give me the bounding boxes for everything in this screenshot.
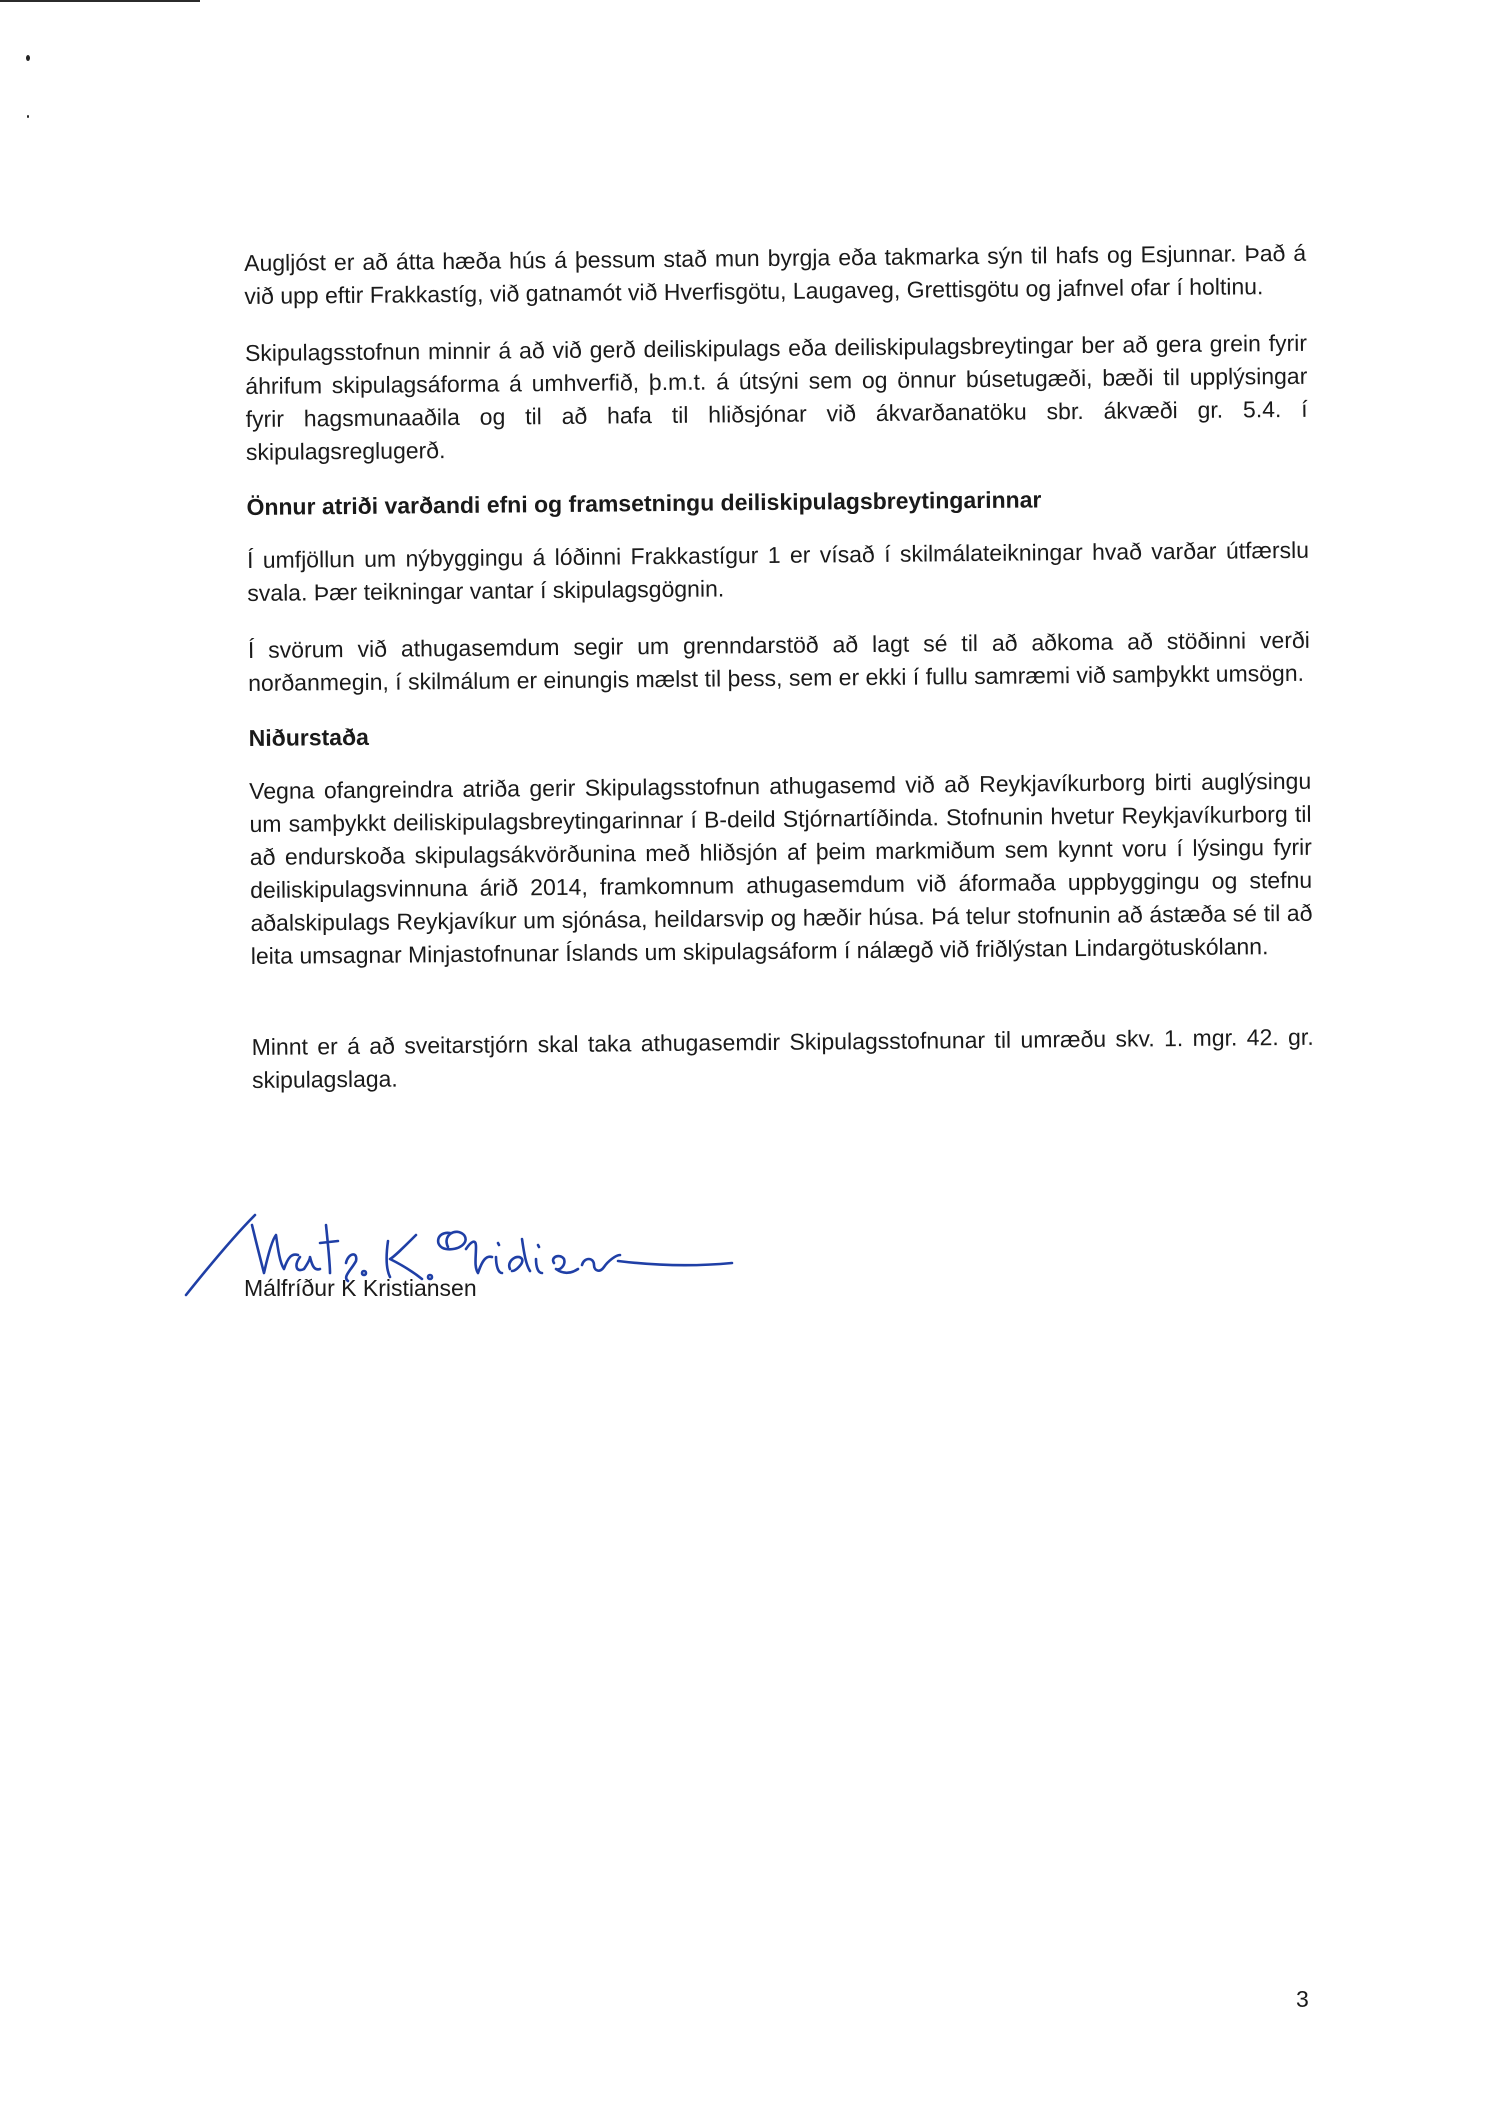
scan-speck xyxy=(26,55,30,61)
page-number: 3 xyxy=(1296,1986,1309,2012)
scan-top-rule xyxy=(0,0,200,2)
paragraph-visibility: Augljóst er að átta hæða hús á þessum stað mun byrgja eða takmarka sýn til hafs og Esjunnar. Það á við upp eftir Frakkastíg, við gatnamót við Hverfisgötu, Laugaveg, Grettisgötu og jafnvel ofar í holtinu. xyxy=(244,239,1307,309)
signer-name: Málfríður K Kristiansen xyxy=(244,1275,477,1301)
paragraph-closing-reminder: Minnt er á að sveitarstjórn skal taka athugasemdir Skipulagsstofnunar til umræðu skv. 1. mgr. 42. gr. skipulagslaga. xyxy=(251,1023,1314,1093)
section-heading-other-issues: Önnur atriði varðandi efni og framsetningu deiliskipulagsbreytingarinnar xyxy=(246,486,1042,520)
paragraph-balconies: Í umfjöllun um nýbyggingu á lóðinni Frakkastígur 1 er vísað í skilmálateikningar hvað varðar útfærslu svala. Þær teikningar vantar í skipulagsgögnin. xyxy=(246,536,1310,606)
paragraph-conclusion: Vegna ofangreindra atriða gerir Skipulagsstofnun athugasemd við að Reykjavíkurborg birti auglýsingu um samþykkt deiliskipulagsbreytingarinnar í B-deild Stjórnartíðinda. Stofnunin hvetur Reykjavíkurborg til að endurskoða skipulagsákvörðunina með hliðsjón af þeim markmiðum sem kynnt voru í lýsingu fyrir deiliskipulagsvinnuna árið 2014, framkomnum athugasemdum við áformaða uppbyggingu og stefnu aðalskipulags Reykjavíkur um sjónása, heildarsvip og hæðir húsa. Þá telur stofnunin að ástæða sé til að leita umsagnar Minjastofnunar Íslands um skipulagsáform í nálægð við friðlýstan Lindargötuskólann. xyxy=(249,767,1313,969)
letter-body xyxy=(244,237,1314,1121)
paragraph-recycling-station: Í svörum við athugasemdum segir um grenndarstöð að lagt sé til að aðkoma að stöðinni verði norðanmegin, í skilmálum er einungis mælst til þess, sem er ekki í fullu samræmi við samþykkt umsögn. xyxy=(247,626,1310,696)
section-heading-conclusion: Niðurstaða xyxy=(248,723,369,751)
scan-speck xyxy=(27,115,29,118)
paragraph-planning-reminder: Skipulagsstofnun minnir á að við gerð deiliskipulags eða deiliskipulagsbreytingar ber að gera grein fyrir áhrifum skipulagsáforma á umhverfið, þ.m.t. á útsýni sem og önnur búsetugæði, bæði til upplýsingar fyrir hagsmunaaðila og til að hafa til hliðsjónar við ákvarðanatöku sbr. ákvæði gr. 5.4. í skipulagsreglugerð. xyxy=(244,329,1308,465)
